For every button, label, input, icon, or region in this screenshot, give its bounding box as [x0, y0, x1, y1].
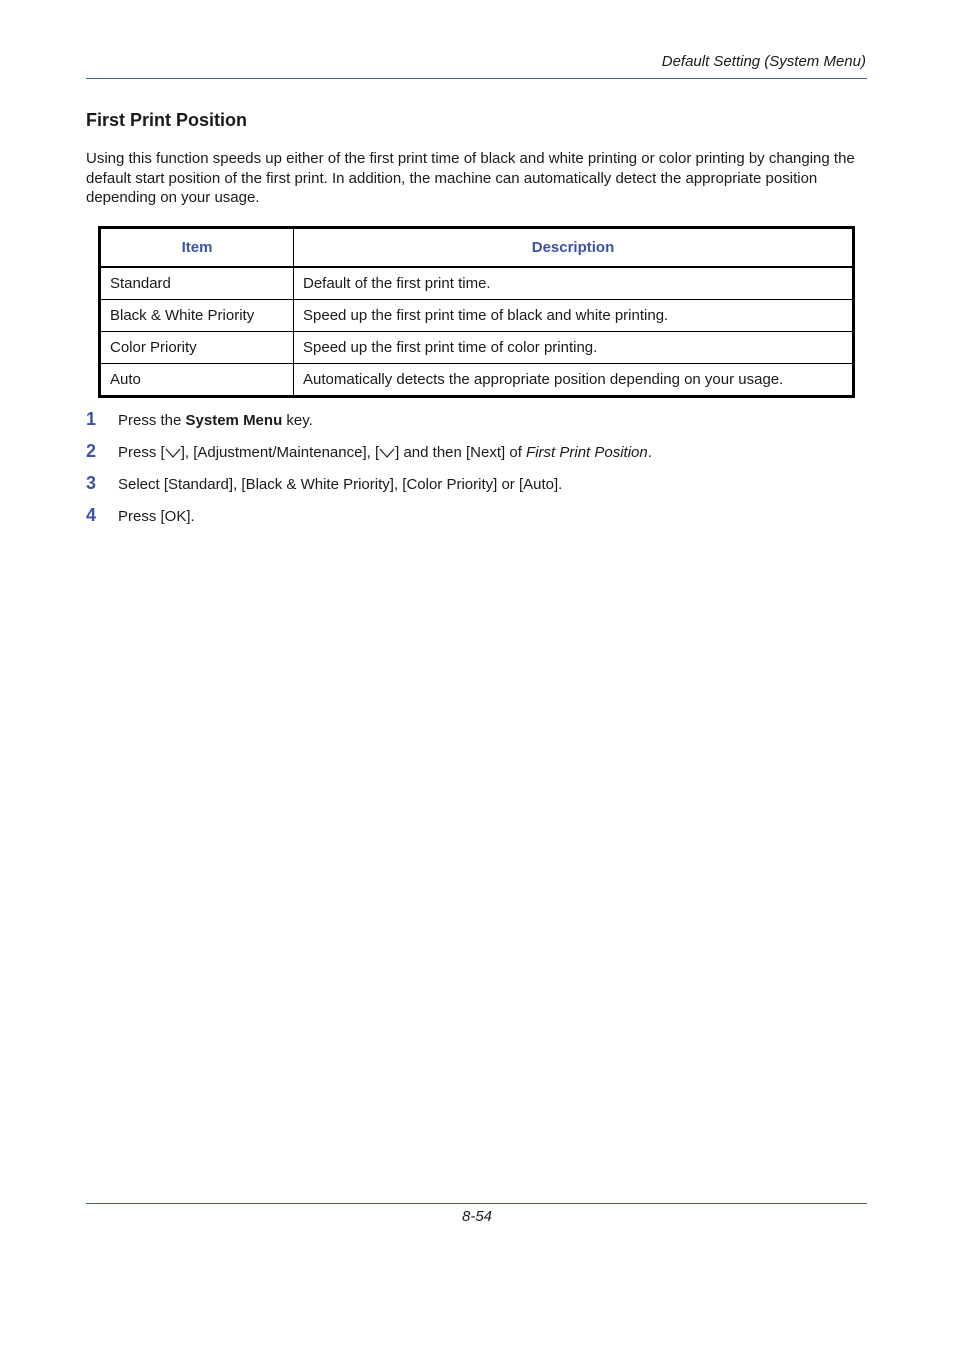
- column-header-item: Item: [100, 228, 294, 268]
- step-number: 3: [86, 473, 97, 493]
- step-text: Select [Standard], [Black & White Priority], [Color Priority] or [Auto].: [118, 476, 563, 493]
- key-name-system-menu: System Menu: [185, 412, 283, 429]
- table-cell-item: Standard: [100, 267, 294, 300]
- step-text-part: Press [: [118, 444, 165, 461]
- table-row: [100, 364, 854, 397]
- settings-table: [98, 226, 855, 398]
- table-cell-item: Color Priority: [100, 332, 294, 364]
- step-text-part: ] and then [Next] of: [395, 444, 527, 461]
- intro-paragraph: Using this function speeds up either of the first print time of black and white printing or color printing by changing the default start position of the first print. In addition, the machine can automatically detect the appropriate position depending on your usage.: [86, 150, 855, 207]
- header-rule: [86, 78, 867, 79]
- table-row: [100, 300, 854, 332]
- step-number: 1: [86, 409, 97, 429]
- table-row: [100, 267, 854, 300]
- section-title: First Print Position: [86, 110, 248, 130]
- chevron-down-icon: [379, 447, 395, 459]
- table-cell-description: Default of the first print time.: [294, 267, 854, 300]
- running-header: Default Setting (System Menu): [661, 53, 866, 70]
- table-cell-description: Speed up the first print time of color printing.: [294, 332, 854, 364]
- step-text: [118, 442, 652, 464]
- chevron-down-icon: [165, 447, 181, 459]
- table-cell-description: Automatically detects the appropriate position depending on your usage.: [294, 364, 854, 397]
- step-text-part: .: [647, 444, 652, 461]
- table-header-row: [100, 228, 854, 268]
- step-text-part: Press the: [118, 412, 186, 429]
- step-text-part: key.: [282, 412, 313, 429]
- column-header-description: Description: [294, 228, 854, 268]
- step-text-part: ], [Adjustment/Maintenance], [: [180, 444, 380, 461]
- table-cell-description: Speed up the first print time of black and white printing.: [294, 300, 854, 332]
- step-text: Press [OK].: [118, 508, 195, 525]
- table-row: [100, 332, 854, 364]
- step-number: 2: [86, 441, 97, 461]
- footer-rule: [86, 1203, 867, 1204]
- setting-name-first-print-position: First Print Position: [526, 444, 648, 461]
- step-number: 4: [86, 505, 97, 525]
- step-text: [118, 410, 313, 432]
- page-number: 8-54: [461, 1208, 493, 1225]
- table-cell-item: Auto: [100, 364, 294, 397]
- table-cell-item: Black & White Priority: [100, 300, 294, 332]
